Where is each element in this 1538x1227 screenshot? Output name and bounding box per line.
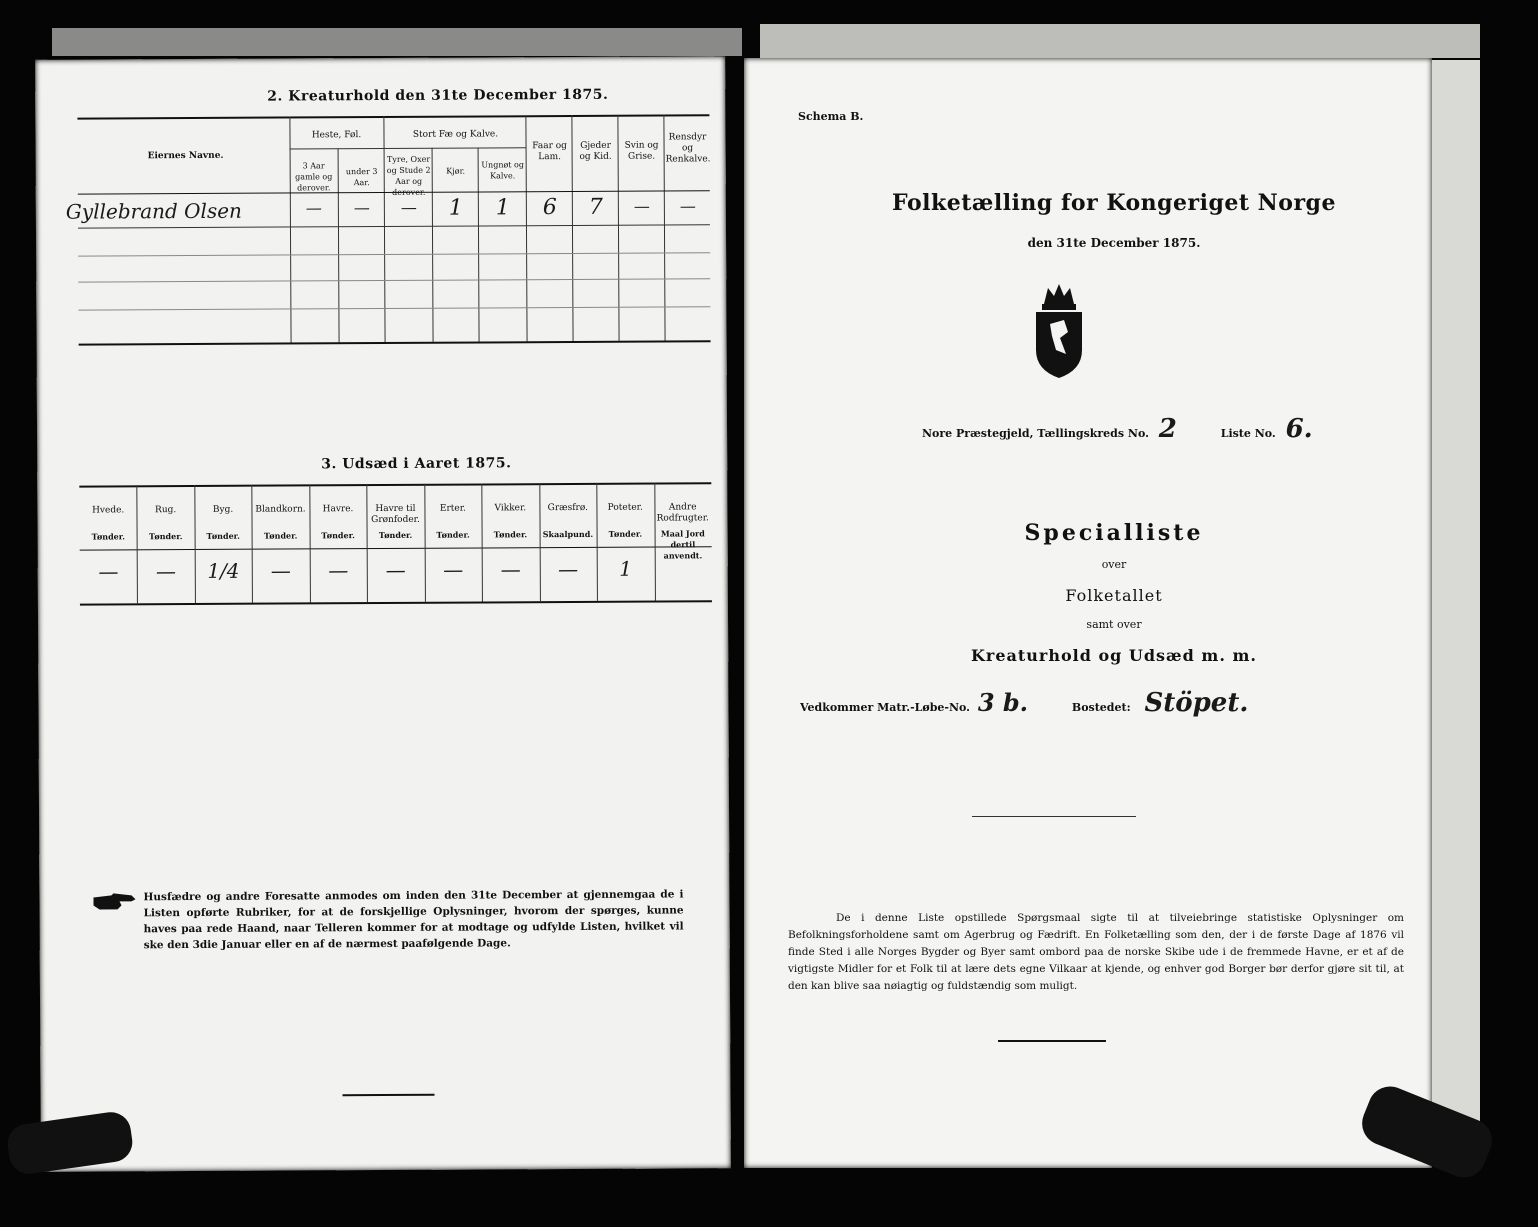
- table3-col-value: 1: [619, 556, 633, 581]
- owner-name: Gyllebrand Olsen: [65, 198, 242, 224]
- faar-value: 6: [542, 195, 557, 221]
- rensdyr-value: —: [679, 196, 696, 216]
- table3-col-unit: Tønder.: [263, 530, 298, 541]
- heste-a-value: —: [305, 198, 322, 218]
- right-page: [744, 58, 1432, 1168]
- table3-col-name: Vikker.: [494, 503, 527, 514]
- table3-col-unit: Tønder.: [91, 531, 126, 542]
- stort-a-header: Tyre, Oxer og Stude 2 Aar og derover.: [386, 154, 431, 197]
- table3-col-name: Hvede.: [92, 505, 125, 516]
- right-middle-rule: [972, 816, 1136, 817]
- left-page: [35, 56, 731, 1172]
- table3-col-value: —: [558, 556, 579, 582]
- liste-no: 6.: [1285, 414, 1313, 444]
- right-closing-rule: [998, 1040, 1106, 1042]
- table3-top-rule: [79, 482, 711, 487]
- table2-top-rule: [77, 114, 709, 119]
- section3-title: 3. Udsæd i Aaret 1875.: [321, 455, 512, 473]
- table3-col-name: Rug.: [155, 505, 177, 516]
- table3-col-name: Byg.: [212, 504, 234, 515]
- kreds-no: 2: [1158, 414, 1177, 444]
- bosted-label: Bostedet:: [1071, 701, 1131, 714]
- bosted-value: Stöpet.: [1144, 688, 1249, 718]
- table3-col-unit: Tønder.: [149, 531, 183, 542]
- left-closing-rule: [343, 1094, 435, 1096]
- page-edge-right: [760, 24, 1480, 58]
- table3-header-rule: [80, 546, 712, 550]
- heste-header: Heste, Føl.: [311, 130, 362, 141]
- svin-header: Svin og Grise.: [624, 140, 659, 162]
- matr-label: Vedkommer Matr.-Løbe-No.: [800, 701, 970, 714]
- footnote-text: Husfædre og andre Foresatte anmodes om inden den 31te December at gjennemgaa de i Listen opførte Rubriker, for at de forskjellige Oplysninger, hvorom der spørges, kunne haves paa rede Haand, naar Telleren kommer for at modtage og udfylde Listen, hvilket vil ske den 3die Januar eller en af de nærmest paafølgende Dage.: [143, 888, 684, 952]
- table3-col-unit: Tønder.: [493, 529, 528, 540]
- table3-col-name: Havre til Grønfoder.: [371, 503, 420, 526]
- coat-of-arms-icon: [1030, 280, 1088, 380]
- table3-col-unit: Skaalpund.: [542, 528, 594, 540]
- prestegjeld-line: [922, 414, 1313, 444]
- stort-header: Stort Fæ og Kalve.: [412, 129, 499, 140]
- table2-bottom-rule: [79, 340, 711, 345]
- stort-b-header: Kjør.: [446, 166, 466, 176]
- folketallet-title: Folketallet: [1065, 586, 1163, 605]
- matr-value: 3 b.: [977, 688, 1029, 717]
- specialliste-title: Specialliste: [1024, 520, 1204, 546]
- kreaturhold-title: Kreaturhold og Udsæd m. m.: [971, 646, 1257, 665]
- table3-col-name: Græsfrø.: [547, 502, 588, 514]
- table3-col-value: —: [443, 557, 464, 582]
- svin-value: —: [633, 196, 650, 216]
- liste-label: Liste No.: [1220, 427, 1276, 440]
- table3-col-name: Blandkorn.: [255, 504, 306, 515]
- matr-line: [800, 688, 1248, 718]
- table3-col-name: Poteter.: [607, 502, 643, 513]
- census-date: den 31te December 1875.: [1027, 236, 1201, 250]
- faar-header: Faar og Lam.: [532, 141, 567, 163]
- table3-col-name: Erter.: [439, 503, 466, 514]
- pointing-hand-icon: [91, 891, 137, 913]
- stort-c-value: 1: [495, 195, 510, 221]
- owner-header: Eiernes Navne.: [147, 150, 224, 162]
- heste-b-header: under 3 Aar.: [345, 167, 378, 188]
- table3-col-unit: Tønder.: [206, 530, 240, 541]
- table3-col-unit: Tønder.: [378, 529, 413, 541]
- gjeder-header: Gjeder og Kid.: [579, 140, 612, 162]
- rensdyr-header: Rensdyr og Renkalve.: [665, 132, 711, 165]
- table3-col-value: —: [328, 558, 349, 583]
- heste-a-header: 3 Aar gamle og derover.: [295, 161, 333, 193]
- table3-col-value: —: [385, 557, 406, 582]
- table3-col-unit: Maal Jord dertil anvendt.: [660, 528, 705, 561]
- table3-col-name: Andre Rodfrugter.: [656, 502, 709, 524]
- stort-a-value: —: [400, 197, 417, 217]
- table3-col-unit: Tønder.: [608, 528, 643, 539]
- prestegjeld-label: Nore Præstegjeld, Tællingskreds No.: [922, 427, 1149, 440]
- section2-title: 2. Kreaturhold den 31te December 1875.: [267, 86, 609, 105]
- samt-over-text: samt over: [1086, 618, 1142, 631]
- stort-c-header: Ungnøt og Kalve.: [481, 160, 525, 181]
- gjeder-value: 7: [588, 194, 603, 220]
- table3-col-unit: Tønder.: [321, 530, 355, 541]
- table3-col-value: —: [270, 558, 291, 583]
- table3-col-value: —: [98, 559, 119, 584]
- over-text-1: over: [1101, 558, 1127, 571]
- stort-b-value: 1: [448, 195, 463, 221]
- table3-col-unit: Tønder.: [436, 529, 470, 540]
- table3-col-value: —: [500, 557, 521, 582]
- table3-col-name: Havre.: [322, 504, 354, 515]
- table3-bottom-rule: [80, 600, 712, 605]
- page-edge-left: [52, 28, 742, 56]
- page-edge-right-side: [1432, 60, 1480, 1140]
- census-title: Folketælling for Kongeriget Norge: [892, 190, 1336, 216]
- table3-col-value: 1/4: [207, 558, 240, 583]
- schema-label: Schema B.: [798, 110, 864, 123]
- heste-b-value: —: [353, 198, 370, 218]
- table3-col-value: —: [155, 559, 177, 584]
- explanation-text: De i denne Liste opstillede Spørgsmaal sigte til at tilveiebringe statistiske Oplysninger om Befolkningsforholdene samt om Agerbrug og Fædrift. En Folketælling som den, der i de første Dage af 1876 vil finde Sted i alle Norges Bygder og Byer samt ombord paa de norske Skibe ude i de fremmede Havne, er et af de vigtigste Midler for et Folk til at lære dets egne Vilkaar at kjende, og enhver god Borger bør derfor gjøre sit til, at den kan blive saa nøiagtig og fuldstændig som muligt.: [788, 912, 1404, 992]
